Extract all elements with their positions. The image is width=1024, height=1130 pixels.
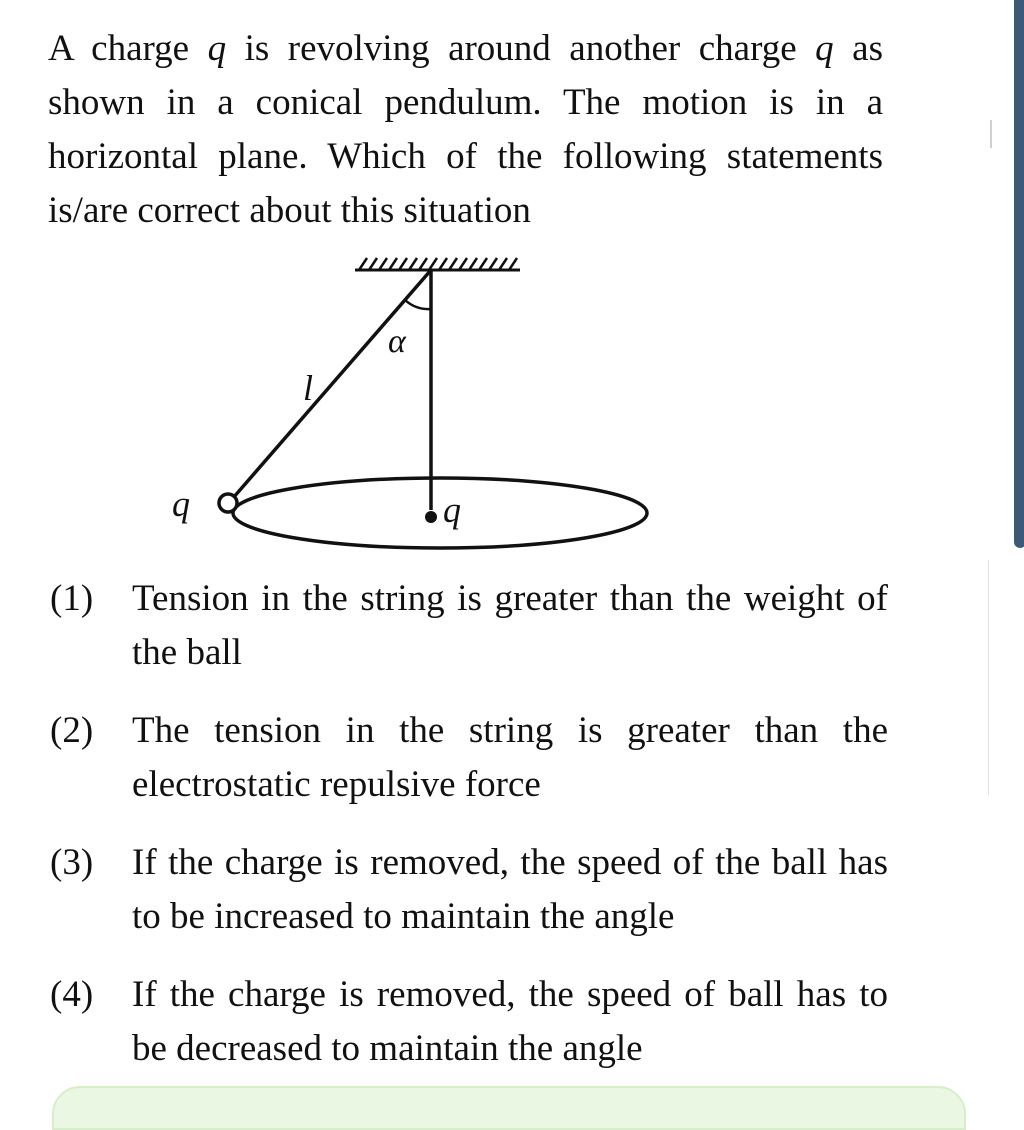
options-list	[48, 572, 888, 1100]
charge-symbol-1: q	[207, 28, 227, 69]
string-line	[233, 270, 431, 498]
option-3[interactable]	[48, 836, 888, 944]
charge-center-label: q	[443, 490, 461, 530]
angle-label: α	[388, 323, 406, 360]
option-number: (3)	[50, 842, 94, 883]
length-label: l	[303, 368, 314, 408]
fixed-charge-dot	[425, 511, 437, 523]
option-1[interactable]	[48, 572, 888, 680]
option-text: The tension in the string is greater than the electrostatic repulsive force	[132, 710, 888, 805]
answer-card[interactable]	[52, 1086, 966, 1130]
question-part-1: A charge	[48, 28, 208, 69]
circular-path	[233, 478, 647, 548]
charge-symbol-2: q	[815, 28, 834, 69]
charge-left-label: q	[172, 484, 190, 524]
revolving-charge-ball	[219, 494, 237, 512]
scroll-marker	[990, 120, 992, 148]
question-text	[48, 22, 883, 238]
option-number: (2)	[50, 710, 94, 751]
option-number: (1)	[50, 578, 94, 619]
right-divider	[988, 560, 989, 795]
option-text: Tension in the string is greater than the weight of the ball	[132, 578, 888, 673]
option-text: If the charge is removed, the speed of the ball has to be increased to maintain the angle	[132, 842, 888, 937]
option-text: If the charge is removed, the speed of ball has to be decreased to maintain the angle	[132, 974, 888, 1069]
question-part-2: is revolving around another charge	[226, 28, 816, 69]
option-2[interactable]	[48, 704, 888, 812]
option-number: (4)	[50, 974, 94, 1015]
question-part-3: as shown in a conical pendulum. The motion is in a horizontal plane. Which of the following statements is/are correct about this situation	[48, 28, 883, 231]
scrollbar-thumb[interactable]	[1014, 0, 1024, 548]
option-4[interactable]	[48, 968, 888, 1076]
conical-pendulum-figure	[160, 240, 680, 570]
angle-arc	[405, 300, 431, 309]
ceiling-support	[355, 258, 520, 270]
